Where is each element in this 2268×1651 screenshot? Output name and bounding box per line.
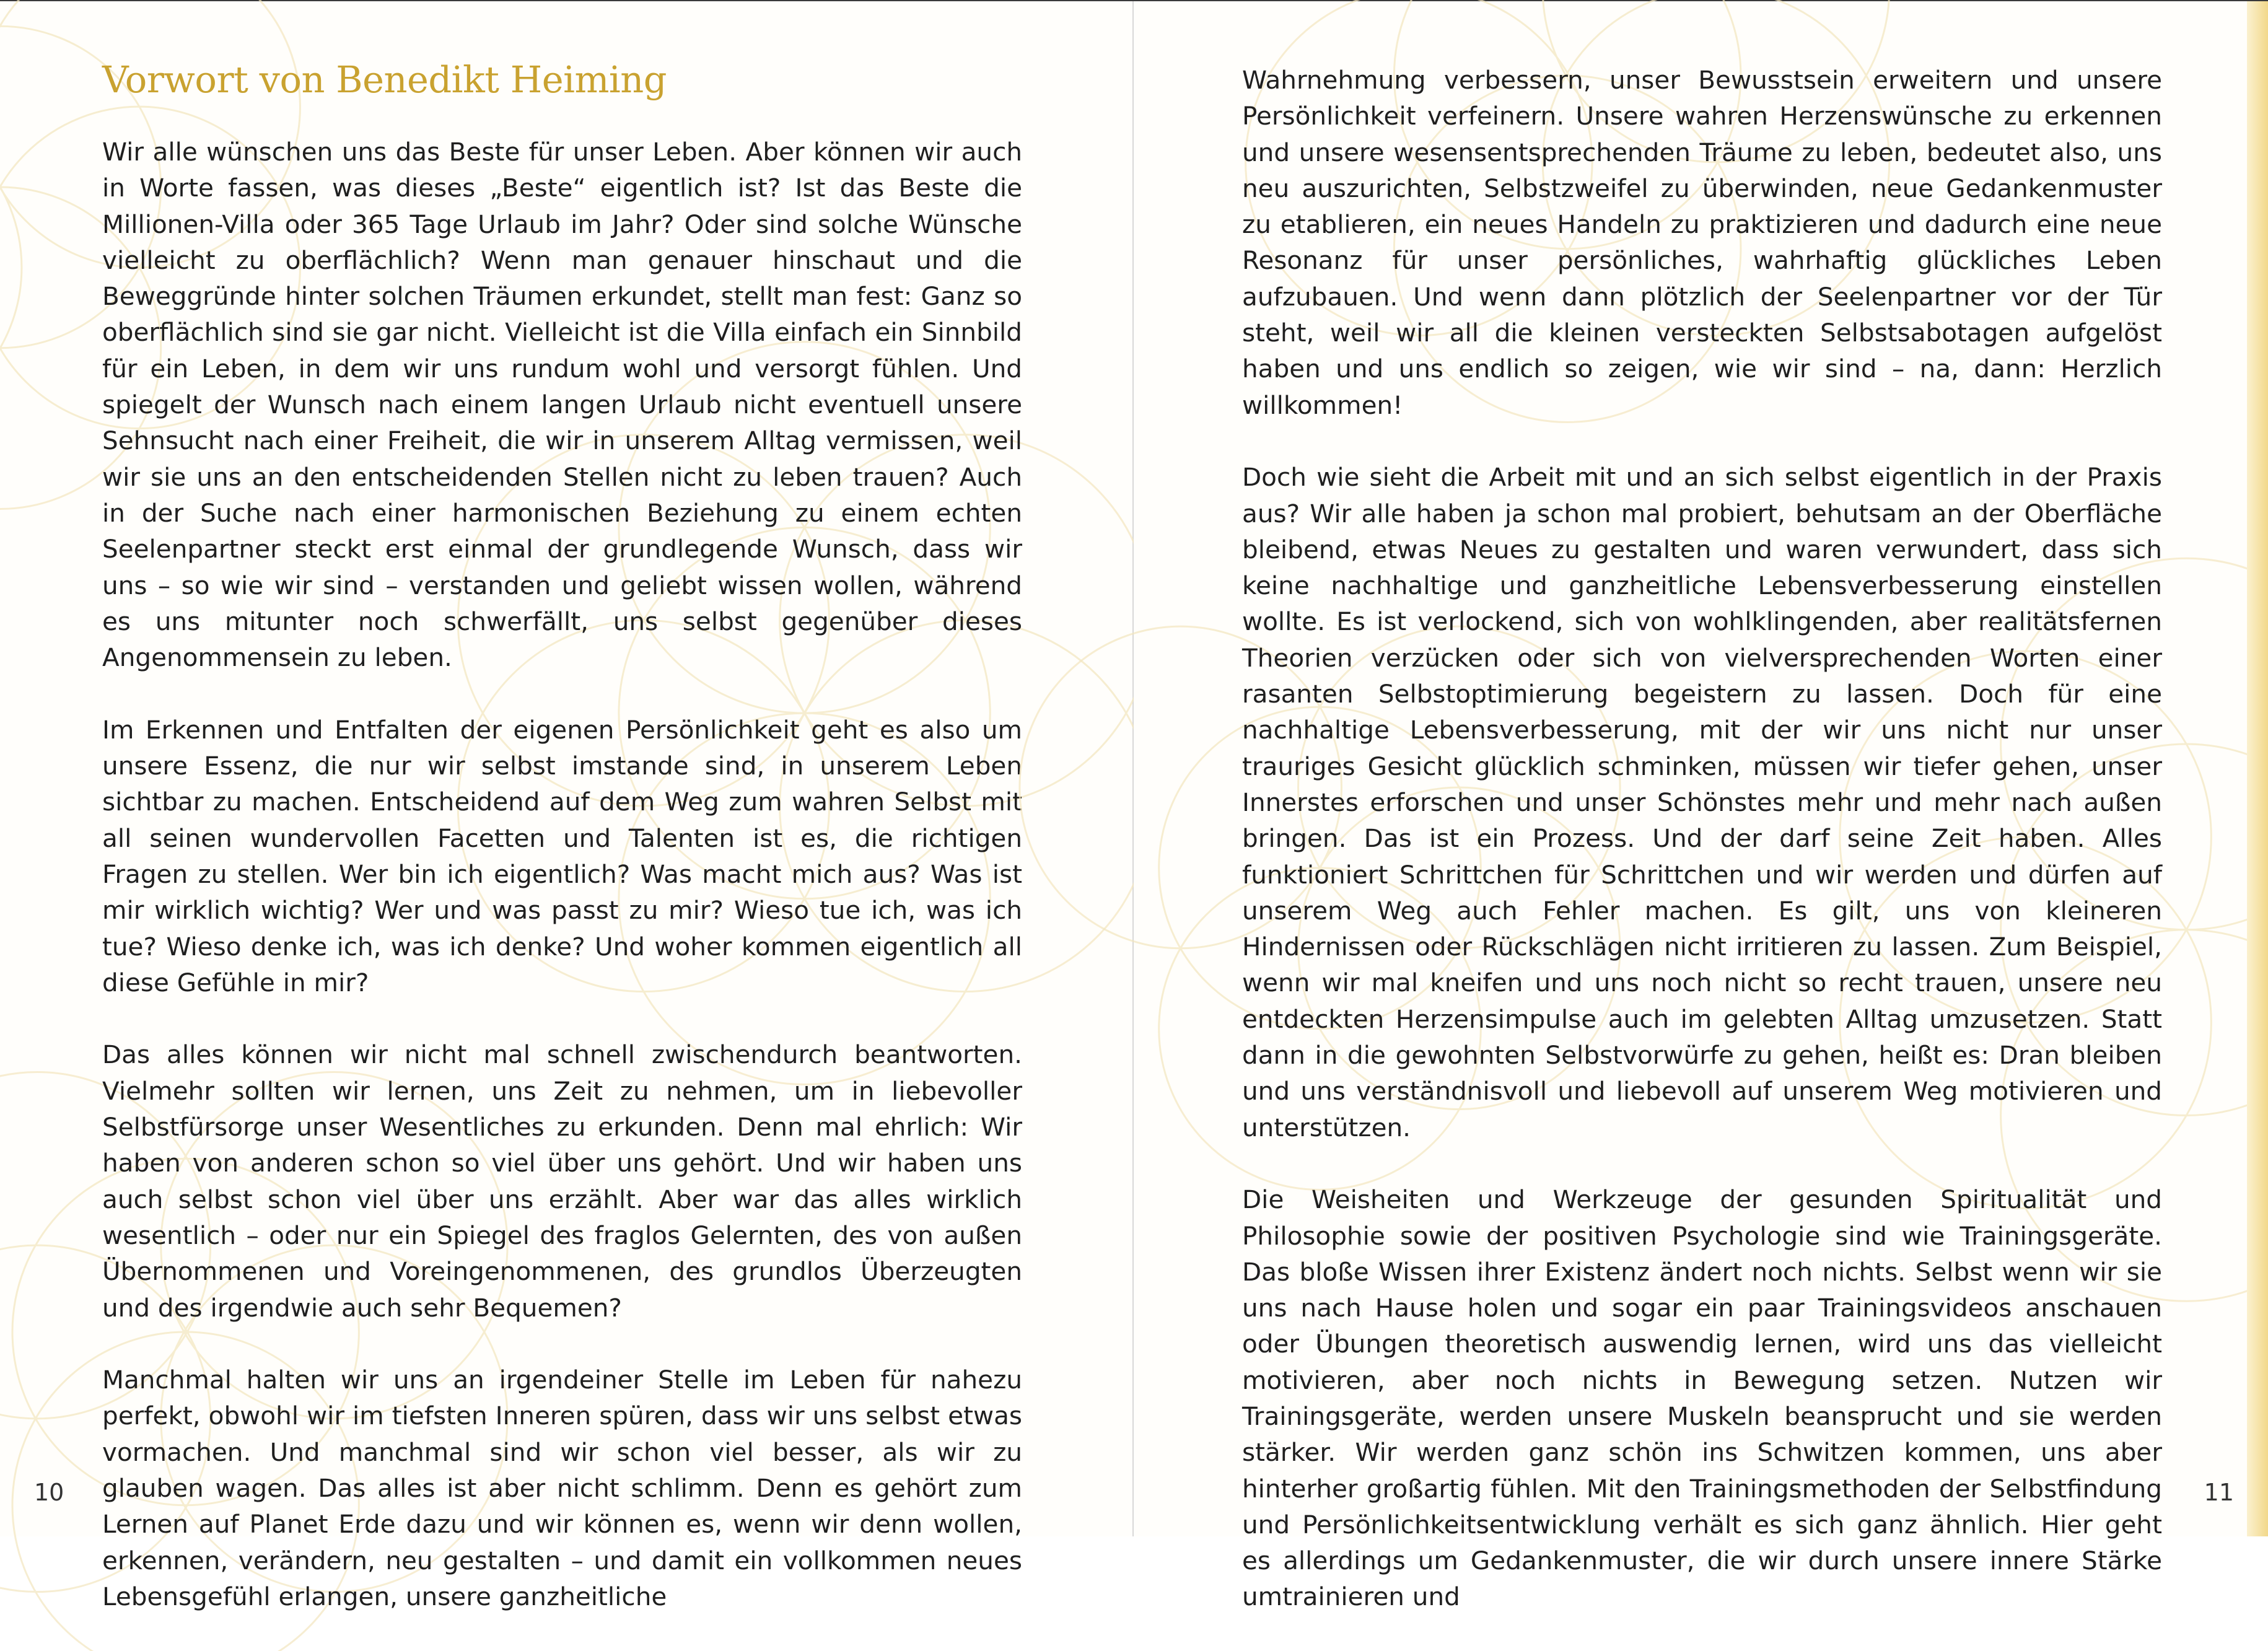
paragraph: Im Erkennen und Entfalten der eigenen Persönlichkeit geht es also um unsere Essenz, die nur wir selbst imstande sind, in unserem Leben sichtbar zu machen. Entscheidend auf dem Weg zum wahren Selbst mit all seinen wundervollen Facetten und Talenten ist es, die richtigen Fragen zu stellen. Wer bin ich eigentlich? Was macht mich aus? Was ist mir wirklich wichtig? Wer und was passt zu mir? Wieso tue ich, was ich tue? Wieso denke ich, was ich denke? Und woher kommen eigentlich all diese Gefühle in mir? — [102, 714, 1022, 997]
page-number-left: 10 — [34, 1479, 64, 1506]
right-body-text — [1242, 62, 2162, 1651]
page-edge-gold — [2247, 1, 2268, 1536]
paragraph: Doch wie sieht die Arbeit mit und an sich selbst eigentlich in der Praxis aus? Wir alle haben ja schon mal probiert, behutsam an der Oberfläche bleibend, etwas Neues zu gestalten und waren verwundert, dass sich keine nachhaltige und ganzheitliche Lebensverbesserung einstellen wollte. Es ist verlockend, sich von wohlklingenden, aber realitätsfernen Theorien verzücken oder sich von vielversprechenden Worten einer rasanten Selbstoptimierung begeistern zu lassen. Doch für eine nachhaltige Lebensverbesserung, mit der wir uns nicht nur unser trauriges Gesicht glücklich schminken, müssen wir tiefer gehen, unser Innerstes erforschen und unser Schönstes mehr und mehr nach außen bringen. Das ist ein Prozess. Und der darf seine Zeit haben. Alles funktioniert Schrittchen für Schrittchen und wir werden und dürfen auf unserem Weg auch Fehler machen. Es gilt, uns von kleineren Hindernissen oder Rückschlägen nicht irritieren zu lassen. Zum Beispiel, wenn wir mal kneifen und uns noch nicht so recht trauen, unsere neu entdeckten Herzensimpulse auch im gelebten Alltag umzusetzen. Statt dann in die gewohnten Selbstvorwürfe zu gehen, heißt es: Dran bleiben und uns verständnisvoll und liebevoll auf unserem Weg motivieren und unterstützen. — [1242, 462, 2162, 1142]
left-page — [0, 1, 1134, 1611]
paragraph: Wahrnehmung verbessern, unser Bewusstsein erweitern und unsere Persönlichkeit verfeinern. Unsere wahren Herzenswünsche zu erkennen und unsere wesensentsprechenden Träume zu leben, bedeutet also, uns neu auszurichten, Selbstzweifel zu überwinden, neue Gedankenmuster zu etablieren, ein neues Handeln zu praktizieren und dadurch eine neue Resonanz für unser persönliches, wahrhaftig glückliches Leben aufzubauen. Und wenn dann plötzlich der Seelenpartner vor der Tür steht, weil wir all die kleinen versteckten Selbstsabotagen aufgelöst haben und uns endlich so zeigen, wie wir sind – na, dann: Herzlich willkommen! — [1242, 65, 2162, 420]
page-number-right: 11 — [2204, 1479, 2234, 1506]
left-body-text — [102, 134, 1022, 1650]
paragraph: Die Weisheiten und Werkzeuge der gesunden Spiritualität und Philosophie sowie der positiven Psychologie sind wie Trainingsgeräte. Das bloße Wissen ihrer Existenz ändert noch nichts. Selbst wenn wir sie uns nach Hause holen und sogar ein paar Trainingsvideos anschauen oder Übungen theoretisch auswendig lernen, wird uns das vielleicht motivieren, aber noch nichts in Bewegung setzen. Nutzen wir Trainingsgeräte, werden unsere Muskeln beansprucht und sie werden stärker. Wir werden ganz schön ins Schwitzen kommen, uns aber hinterher großartig fühlen. Mit den Trainingsmethoden der Selbstfindung und Persönlichkeitsentwicklung verhält es sich ganz ähnlich. Hier geht es allerdings um Gedankenmuster, die wir durch unsere innere Stärke umtrainieren und — [1242, 1185, 2162, 1612]
paragraph: Wir alle wünschen uns das Beste für unser Leben. Aber können wir auch in Worte fassen, was dieses „Beste“ eigentlich ist? Ist das Beste die Millionen-Villa oder 365 Tage Urlaub im Jahr? Oder sind solche Wünsche vielleicht zu oberflächlich? Wenn man genauer hinschaut und die Beweggründe hinter solchen Träumen erkundet, stellt man fest: Ganz so oberflächlich sind sie gar nicht. Vielleicht ist die Villa einfach ein Sinnbild für ein Leben, in dem wir uns rundum wohl und versorgt fühlen. Und spiegelt der Wunsch nach einem langen Urlaub nicht eventuell unsere Sehnsucht nach einer Freiheit, die wir in unserem Alltag vermissen, weil wir sie uns an den entscheidenden Stellen nicht zu leben trauen? Auch in der Suche nach einer harmonischen Beziehung zu einem echten Seelenpartner steckt erst einmal der grundlegende Wunsch, dass wir uns – so wie wir sind – verstanden und geliebt wissen wollen, während es uns mitunter noch schwerfällt, uns selbst gegenüber dieses Angenommensein zu leben. — [102, 137, 1022, 673]
chapter-title: Vorwort von Benedikt Heiming — [102, 58, 667, 101]
paragraph: Das alles können wir nicht mal schnell zwischendurch beantworten. Vielmehr sollten wir lernen, uns Zeit zu nehmen, um in liebevoller Selbstfürsorge unser Wesentliches zu erkunden. Denn mal ehrlich: Wir haben von anderen schon so viel über uns gehört. Und wir haben uns auch selbst schon viel über uns erzählt. Aber war das alles wirklich wesentlich – oder nur ein Spiegel des fraglos Gelernten, des von außen Übernommenen und Voreingenommenen, des grundlos Überzeugten und des irgendwie auch sehr Bequemen? — [102, 1040, 1022, 1323]
right-page — [1134, 1, 2268, 1612]
paragraph: Manchmal halten wir uns an irgendeiner Stelle im Leben für nahezu perfekt, obwohl wir im tiefsten Inneren spüren, dass wir uns selbst etwas vormachen. Und manchmal sind wir schon viel besser, als wir zu glauben wagen. Das alles ist aber nicht schlimm. Denn es gehört zum Lernen auf Planet Erde dazu und wir können es, wenn wir denn wollen, erkennen, verändern, neu gestalten – und damit ein vollkommen neues Lebensgefühl erlangen, unsere ganzheitliche — [102, 1365, 1022, 1611]
